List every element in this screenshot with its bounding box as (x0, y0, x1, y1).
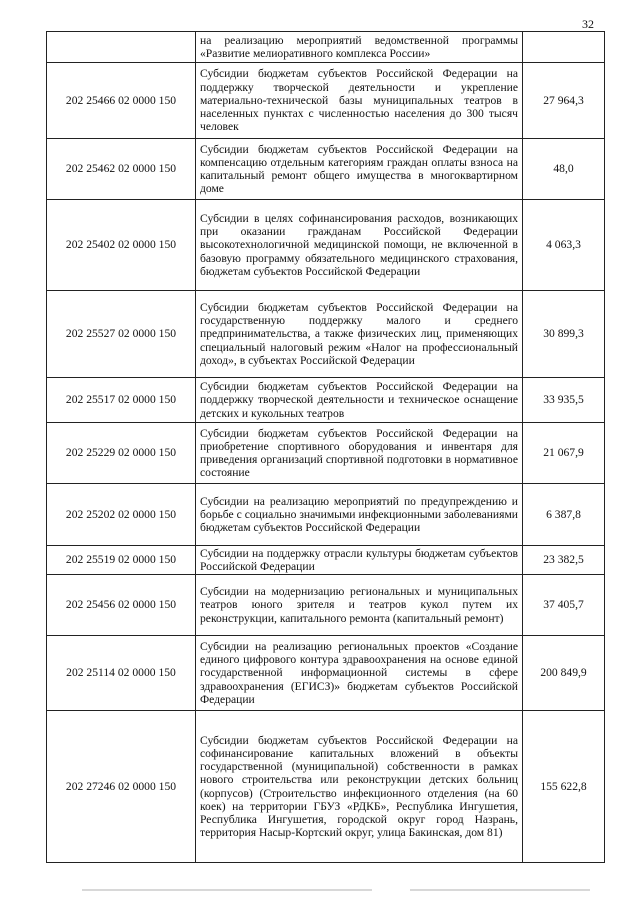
budget-table (46, 31, 605, 863)
subsidy-description: Субсидии бюджетам субъектов Российской Федерации на поддержку творческой деятельности и техническое оснащение детских и кукольных театров (196, 378, 523, 423)
subsidy-description: Субсидии бюджетам субъектов Российской Федерации на государственную поддержку малого и среднего предпринимательства, а также физических лиц, применяющих специальный налоговый режим «Налог на профессиональный доход», в субъектах Российской Федерации (196, 291, 523, 378)
subsidy-description: Субсидии бюджетам субъектов Российской Федерации на софинансирование капитальных вложений в объекты государственной (муниципальной) собственности в рамках нового строительства или реконструкции детских больниц (корпусов) (Строительство инфекционного отделения (на 60 коек) на территории ГБУЗ «РДКБ», Республика Ингушетия, Республика Ингушетия, городской округ город Назрань, территория Насыр-Кортский округ, улица Бакинская, дом 81) (196, 711, 523, 863)
amount-value: 200 849,9 (523, 636, 605, 711)
subsidy-description: на реализацию мероприятий ведомственной программы «Развитие мелиоративного комплекса России» (196, 32, 523, 63)
table-row (47, 484, 605, 546)
subsidy-description: Субсидии бюджетам субъектов Российской Федерации на приобретение спортивного оборудования и инвентаря для приведения организаций спортивной подготовки в нормативное состояние (196, 423, 523, 484)
scan-artifact-line (82, 889, 372, 891)
budget-code: 202 25519 02 0000 150 (47, 546, 196, 575)
subsidy-description: Субсидии в целях софинансирования расходов, возникающих при оказании гражданам Российской Федерации высокотехнологичной медицинской помощи, не включенной в базовую программу обязательного медицинского страхования, бюджетам субъектов Российской Федерации (196, 200, 523, 291)
table-row (47, 291, 605, 378)
scan-artifact-line (410, 889, 590, 891)
amount-value: 33 935,5 (523, 378, 605, 423)
subsidy-description: Субсидии на поддержку отрасли культуры бюджетам субъектов Российской Федерации (196, 546, 523, 575)
table-row (47, 200, 605, 291)
budget-code: 202 27246 02 0000 150 (47, 711, 196, 863)
subsidy-description: Субсидии бюджетам субъектов Российской Федерации на компенсацию отдельным категориям граждан оплаты взноса на капитальный ремонт общего имущества в многоквартирном доме (196, 139, 523, 200)
amount-value: 27 964,3 (523, 63, 605, 139)
amount-value: 30 899,3 (523, 291, 605, 378)
table-row (47, 636, 605, 711)
subsidy-description: Субсидии на модернизацию региональных и муниципальных театров юного зрителя и театров кукол путем их реконструкции, капитального ремонта (капитальный ремонт) (196, 575, 523, 636)
budget-code (47, 32, 196, 63)
budget-code: 202 25527 02 0000 150 (47, 291, 196, 378)
table-row (47, 378, 605, 423)
amount-value: 4 063,3 (523, 200, 605, 291)
amount-value: 48,0 (523, 139, 605, 200)
subsidy-description: Субсидии на реализацию мероприятий по предупреждению и борьбе с социально значимыми инфекционными заболеваниями бюджетам субъектов Российской Федерации (196, 484, 523, 546)
budget-code: 202 25517 02 0000 150 (47, 378, 196, 423)
budget-code: 202 25462 02 0000 150 (47, 139, 196, 200)
budget-code: 202 25466 02 0000 150 (47, 63, 196, 139)
table-row (47, 423, 605, 484)
amount-value (523, 32, 605, 63)
amount-value: 37 405,7 (523, 575, 605, 636)
table-row (47, 139, 605, 200)
subsidy-description: Субсидии бюджетам субъектов Российской Федерации на поддержку творческой деятельности и укрепление материально-технической базы муниципальных театров в населенных пунктах с численностью населения до 300 тысяч человек (196, 63, 523, 139)
table-row (47, 32, 605, 63)
budget-code: 202 25114 02 0000 150 (47, 636, 196, 711)
amount-value: 155 622,8 (523, 711, 605, 863)
table-row (47, 63, 605, 139)
table-row (47, 575, 605, 636)
budget-code: 202 25456 02 0000 150 (47, 575, 196, 636)
subsidy-description: Субсидии на реализацию региональных проектов «Создание единого цифрового контура здравоохранения на основе единой государственной информационной системы в сфере здравоохранения (ЕГИСЗ)» бюджетам субъектов Российской Федерации (196, 636, 523, 711)
budget-code: 202 25202 02 0000 150 (47, 484, 196, 546)
amount-value: 6 387,8 (523, 484, 605, 546)
amount-value: 23 382,5 (523, 546, 605, 575)
budget-code: 202 25402 02 0000 150 (47, 200, 196, 291)
page-number: 32 (582, 17, 594, 31)
amount-value: 21 067,9 (523, 423, 605, 484)
table-row (47, 546, 605, 575)
budget-code: 202 25229 02 0000 150 (47, 423, 196, 484)
table-row (47, 711, 605, 863)
